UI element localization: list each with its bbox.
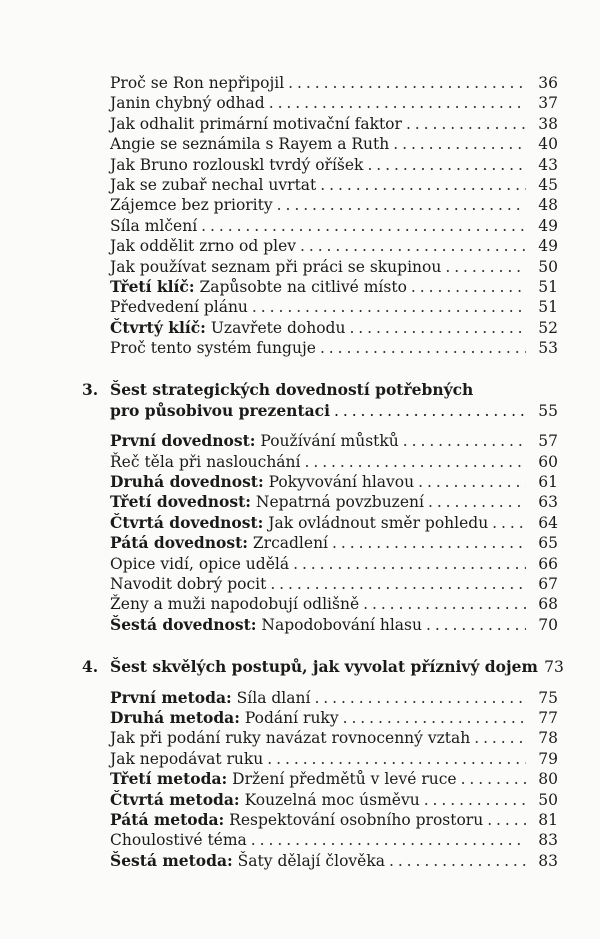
entry-page-number: 38 bbox=[538, 114, 558, 133]
entry-page-number: 50 bbox=[538, 790, 558, 809]
entry-title bbox=[82, 769, 457, 789]
dot-leader bbox=[201, 216, 526, 236]
entry-title: Janin chybný odhad bbox=[110, 94, 265, 113]
entry-title-text: Nepatrná povzbuzení bbox=[250, 493, 424, 512]
entry-title-text: Respektování osobního prostoru bbox=[224, 810, 484, 829]
entry-page-number: 81 bbox=[538, 810, 558, 829]
toc-entry bbox=[82, 195, 558, 215]
dot-leader bbox=[334, 401, 526, 421]
entry-title-text: Podání ruky bbox=[239, 708, 339, 727]
entry-page-number: 49 bbox=[538, 216, 558, 235]
entry-title-text: Síla dlaní bbox=[231, 688, 311, 707]
dot-leader bbox=[403, 431, 526, 451]
entry-title bbox=[82, 431, 399, 451]
table-of-contents bbox=[82, 73, 564, 871]
entry-title: Jak Bruno rozlouskl tvrdý oříšek bbox=[110, 155, 364, 174]
dot-leader bbox=[293, 554, 526, 574]
entry-title: Jak odhalit primární motivační faktor bbox=[110, 114, 402, 133]
chapter-4-heading bbox=[82, 657, 564, 677]
entry-page-number: 51 bbox=[538, 298, 558, 317]
toc-entry bbox=[82, 688, 558, 708]
entry-title: Choulostivé téma bbox=[110, 831, 247, 850]
entry-label-bold: Třetí dovednost: bbox=[110, 492, 251, 512]
entry-title-text: Jak ovládnout směr pohledu bbox=[263, 513, 489, 532]
entry-page-number: 57 bbox=[538, 432, 558, 451]
entry-page-number: 63 bbox=[538, 493, 558, 512]
entry-page-number: 52 bbox=[538, 318, 558, 337]
toc-entry bbox=[82, 134, 558, 154]
entry-page-number: 78 bbox=[538, 729, 558, 748]
toc-entry bbox=[82, 851, 558, 871]
section-entries-4 bbox=[82, 688, 558, 872]
entry-label-bold: Čtvrtá dovednost: bbox=[110, 512, 264, 532]
dot-leader bbox=[252, 297, 526, 317]
entry-title-text: Používání můstků bbox=[255, 432, 399, 451]
toc-entry bbox=[82, 749, 558, 769]
entry-label-bold: Čtvrtý klíč: bbox=[110, 317, 206, 337]
entry-title: Předvedení plánu bbox=[110, 298, 248, 317]
dot-leader bbox=[424, 790, 526, 810]
entry-title-text: Zapůsobte na citlivé místo bbox=[194, 277, 407, 296]
entry-page-number: 37 bbox=[538, 94, 558, 113]
entry-page-number: 60 bbox=[538, 452, 558, 471]
toc-entry bbox=[82, 236, 558, 256]
toc-entry bbox=[82, 257, 558, 277]
entry-label-bold: Třetí klíč: bbox=[110, 276, 195, 296]
toc-entry bbox=[82, 594, 558, 614]
entry-title: Řeč těla při naslouchání bbox=[110, 452, 301, 471]
chapter-title-line1: Šest strategických dovedností potřebných bbox=[110, 380, 474, 400]
chapter-3-heading bbox=[82, 380, 558, 421]
toc-entry bbox=[82, 93, 558, 113]
entry-title: Proč tento systém funguje bbox=[110, 339, 316, 358]
toc-entry bbox=[82, 297, 558, 317]
toc-entry bbox=[82, 790, 558, 810]
entry-title-text: Pokyvování hlavou bbox=[263, 473, 415, 492]
entry-label-bold: Šestá metoda: bbox=[110, 850, 233, 870]
entry-title-text: Zrcadlení bbox=[247, 534, 329, 553]
dot-leader bbox=[426, 615, 526, 635]
entry-title: Angie se seznámila s Rayem a Ruth bbox=[110, 135, 390, 154]
entry-title: Jak používat seznam při práci se skupinou bbox=[110, 257, 442, 276]
entry-title bbox=[82, 533, 328, 553]
entry-page-number: 51 bbox=[538, 277, 558, 296]
entry-page-number: 79 bbox=[538, 749, 558, 768]
dot-leader bbox=[474, 728, 526, 748]
dot-leader bbox=[343, 708, 526, 728]
dot-leader bbox=[445, 257, 526, 277]
dot-leader bbox=[314, 688, 526, 708]
dot-leader bbox=[269, 93, 526, 113]
entry-title: Zájemce bez priority bbox=[110, 196, 273, 215]
entry-title: Jak při podání ruky navázat rovnocenný vztah bbox=[110, 729, 471, 748]
toc-entry bbox=[82, 277, 558, 297]
toc-entry bbox=[82, 114, 558, 134]
entry-title bbox=[82, 277, 407, 297]
entry-page-number: 68 bbox=[538, 595, 558, 614]
entry-title-text: Držení předmětů v levé ruce bbox=[227, 770, 457, 789]
dot-leader bbox=[270, 574, 526, 594]
entry-label-bold: První metoda: bbox=[110, 687, 232, 707]
dot-leader bbox=[389, 851, 526, 871]
section-entries-1 bbox=[82, 73, 558, 358]
dot-leader bbox=[367, 155, 526, 175]
entry-page-number: 40 bbox=[538, 135, 558, 154]
entry-title: Síla mlčení bbox=[110, 216, 198, 235]
dot-leader bbox=[251, 830, 526, 850]
chapter-number: 3. bbox=[82, 380, 99, 400]
entry-title: Jak oddělit zrno od plev bbox=[110, 237, 296, 256]
entry-title bbox=[82, 790, 420, 810]
entry-label-bold: Pátá dovednost: bbox=[110, 533, 248, 553]
entry-title-text: Kouzelná moc úsměvu bbox=[239, 790, 420, 809]
toc-entry bbox=[82, 318, 558, 338]
entry-page-number: 70 bbox=[538, 615, 558, 634]
toc-entry bbox=[82, 175, 558, 195]
entry-label-bold: Druhá metoda: bbox=[110, 707, 240, 727]
dot-leader bbox=[320, 175, 526, 195]
dot-leader bbox=[411, 277, 526, 297]
entry-page-number: 43 bbox=[538, 155, 558, 174]
dot-leader bbox=[267, 749, 526, 769]
entry-page-number: 75 bbox=[538, 688, 558, 707]
dot-leader bbox=[461, 769, 526, 789]
toc-entry bbox=[82, 708, 558, 728]
toc-entry bbox=[82, 492, 558, 512]
toc-entry bbox=[82, 615, 558, 635]
entry-page-number: 66 bbox=[538, 554, 558, 573]
entry-page-number: 67 bbox=[538, 575, 558, 594]
chapter-number: 4. bbox=[82, 657, 99, 677]
dot-leader bbox=[363, 594, 526, 614]
toc-entry bbox=[82, 830, 558, 850]
entry-title: Ženy a muži napodobují odlišně bbox=[110, 595, 360, 614]
dot-leader bbox=[492, 513, 526, 533]
toc-entry bbox=[82, 810, 558, 830]
entry-title bbox=[82, 615, 422, 635]
entry-title-text: Uzavřete dohodu bbox=[205, 318, 346, 337]
dot-leader bbox=[320, 338, 526, 358]
entry-page-number: 61 bbox=[538, 473, 558, 492]
toc-entry bbox=[82, 554, 558, 574]
entry-title: Proč se Ron nepřipojil bbox=[110, 74, 285, 92]
toc-entry bbox=[82, 431, 558, 451]
entry-title bbox=[82, 492, 424, 512]
dot-leader bbox=[288, 73, 526, 93]
dot-leader bbox=[393, 134, 526, 154]
section-entries-3 bbox=[82, 431, 558, 635]
entry-title bbox=[82, 513, 488, 533]
entry-label-bold: Šestá dovednost: bbox=[110, 614, 257, 634]
entry-label-bold: Třetí metoda: bbox=[110, 769, 228, 789]
entry-title: Jak se zubař nechal uvrtat bbox=[110, 175, 317, 194]
entry-title bbox=[82, 472, 414, 492]
entry-title: Opice vidí, opice udělá bbox=[110, 554, 290, 573]
toc-entry bbox=[82, 574, 558, 594]
chapter-page-number: 55 bbox=[538, 401, 558, 420]
entry-label-bold: Druhá dovednost: bbox=[110, 472, 264, 492]
toc-entry bbox=[82, 155, 558, 175]
chapter-page-number: 73 bbox=[544, 658, 564, 677]
dot-leader bbox=[277, 195, 526, 215]
entry-title bbox=[82, 851, 385, 871]
toc-entry bbox=[82, 533, 558, 553]
chapter-title-line2: pro působivou prezentaci bbox=[110, 400, 330, 420]
dot-leader bbox=[428, 492, 526, 512]
entry-page-number: 77 bbox=[538, 708, 558, 727]
entry-page-number: 50 bbox=[538, 257, 558, 276]
entry-title bbox=[82, 810, 483, 830]
entry-label-bold: První dovednost: bbox=[110, 431, 256, 451]
chapter-title-line1: Šest skvělých postupů, jak vyvolat příznivý dojem bbox=[110, 657, 538, 677]
entry-page-number: 45 bbox=[538, 175, 558, 194]
dot-leader bbox=[332, 533, 526, 553]
entry-label-bold: Čtvrtá metoda: bbox=[110, 789, 240, 809]
toc-entry bbox=[82, 769, 558, 789]
entry-page-number: 80 bbox=[538, 770, 558, 789]
dot-leader bbox=[349, 318, 526, 338]
toc-entry bbox=[82, 338, 558, 358]
dot-leader bbox=[406, 114, 526, 134]
entry-title: Navodit dobrý pocit bbox=[110, 575, 267, 594]
entry-title-text: Šaty dělají člověka bbox=[232, 851, 385, 870]
toc-entry bbox=[82, 728, 558, 748]
toc-entry bbox=[82, 73, 558, 93]
entry-page-number: 36 bbox=[538, 74, 558, 92]
entry-title bbox=[82, 688, 310, 708]
toc-entry bbox=[82, 452, 558, 472]
entry-page-number: 49 bbox=[538, 237, 558, 256]
entry-page-number: 53 bbox=[538, 339, 558, 358]
entry-title bbox=[82, 318, 345, 338]
entry-page-number: 48 bbox=[538, 196, 558, 215]
dot-leader bbox=[418, 472, 526, 492]
entry-title bbox=[82, 708, 339, 728]
dot-leader bbox=[305, 452, 527, 472]
entry-page-number: 83 bbox=[538, 831, 558, 850]
entry-page-number: 64 bbox=[538, 513, 558, 532]
entry-title: Jak nepodávat ruku bbox=[110, 749, 264, 768]
toc-entry bbox=[82, 472, 558, 492]
toc-entry bbox=[82, 513, 558, 533]
entry-page-number: 65 bbox=[538, 534, 558, 553]
entry-title-text: Napodobování hlasu bbox=[256, 615, 422, 634]
entry-page-number: 83 bbox=[538, 851, 558, 870]
dot-leader bbox=[487, 810, 526, 830]
toc-entry bbox=[82, 216, 558, 236]
dot-leader bbox=[300, 236, 526, 256]
entry-label-bold: Pátá metoda: bbox=[110, 809, 225, 829]
